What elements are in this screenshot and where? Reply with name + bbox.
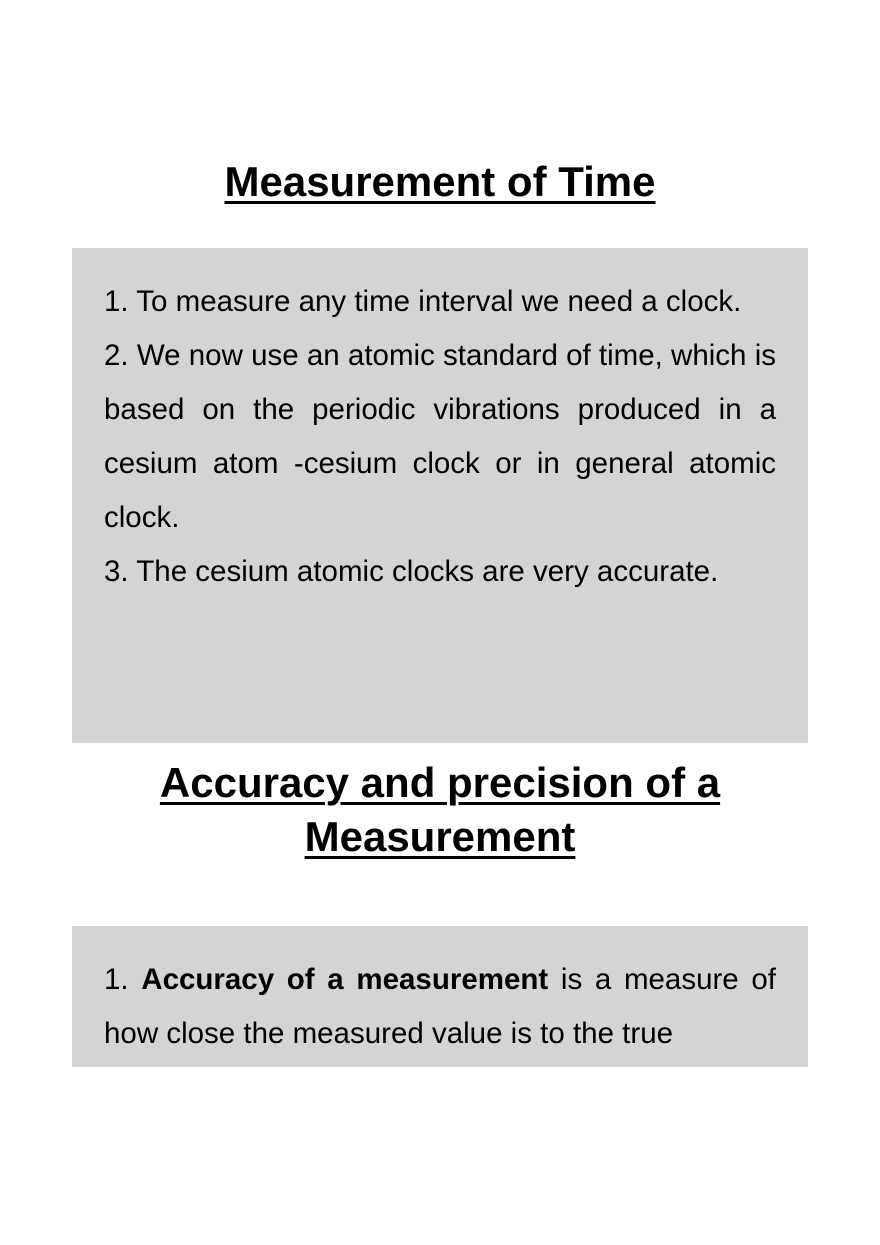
- list-item-1: 1. To measure any time interval we need a clock.: [104, 285, 742, 318]
- section-title-measurement-of-time: Measurement of Time: [224, 158, 656, 205]
- item-number: 1.: [104, 963, 129, 996]
- list-item-3: 3. The cesium atomic clocks are very accurate.: [104, 555, 719, 588]
- section-title-line-2: Measurement: [304, 813, 576, 860]
- content-box-time: [72, 248, 808, 743]
- item-text: is a measure of how close the measured value is to the true: [104, 963, 776, 1050]
- section-title-line-1: Accuracy and precision of a: [159, 759, 721, 806]
- list-item-accuracy: [104, 953, 776, 1061]
- content-box-accuracy: [72, 926, 808, 1067]
- term-accuracy: Accuracy of a measurement: [141, 963, 549, 996]
- section-title-accuracy-precision: [0, 756, 880, 864]
- list-item-2: 2. We now use an atomic standard of time, which is based on the periodic vibrations produced in a cesium atom -cesium clock or in general atomic clock.: [104, 339, 776, 534]
